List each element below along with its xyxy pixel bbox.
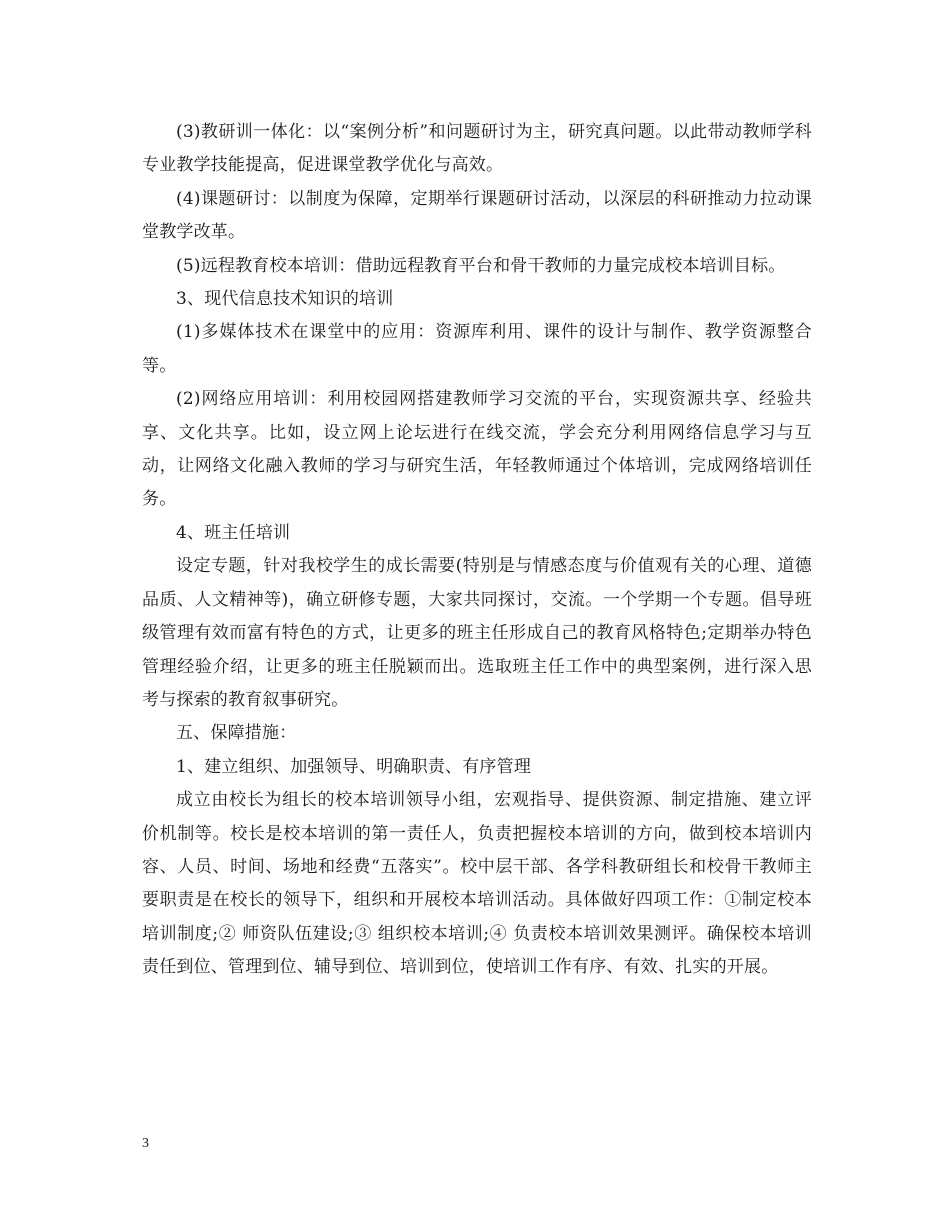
section-heading-safeguards: 五、保障措施： xyxy=(176,723,297,744)
paragraph-item-4-topic-research: (4)课题研讨：以制度为保障，定期举行课题研讨活动，以深层的科研推动力拉动课堂教学改革。 xyxy=(142,188,812,243)
section-heading-it-training: 3、现代信息技术知识的培训 xyxy=(176,289,394,310)
paragraph-leadership-group: 成立由校长为组长的校本培训领导小组，宏观指导、提供资源、制定措施、建立评价机制等。校长是校本培训的第一责任人，负责把握校本培训的方向，做到校本培训内容、人员、时间、场地和经费“五落实”。校中层干部、各学科教研组长和校骨干教师主要职责是在校长的领导下，组织和开展校本培训活动。具体做好四项工作：①制定校本培训制度;② 师资队伍建设;③ 组织校本培训;④ 负责校本培训效果测评。确保校本培训责任到位、管理到位、辅导到位、培训到位，使培训工作有序、有效、扎实的开展。 xyxy=(142,790,812,978)
paragraph-item-3-teaching-research: (3)教研训一体化：以“案例分析”和问题研讨为主，研究真问题。以此带动教师学科专业教学技能提高，促进课堂教学优化与高效。 xyxy=(142,122,812,176)
section-heading-head-teacher-training: 4、班主任培训 xyxy=(176,522,291,543)
subsection-heading-organization: 1、建立组织、加强领导、明确职责、有序管理 xyxy=(176,756,532,777)
paragraph-item-1-multimedia: (1)多媒体技术在课堂中的应用：资源库利用、课件的设计与制作、教学资源整合等。 xyxy=(142,322,812,376)
page-number: 3 xyxy=(142,1136,149,1151)
document-body xyxy=(142,116,812,985)
paragraph-item-5-remote-education: (5)远程教育校本培训：借助远程教育平台和骨干教师的力量完成校本培训目标。 xyxy=(176,255,786,276)
paragraph-item-2-network: (2)网络应用培训：利用校园网搭建教师学习交流的平台，实现资源共享、经验共享、文化共享。比如，设立网上论坛进行在线交流，学会充分利用网络信息学习与互动，让网络文化融入教师的学习与研究生活，年轻教师通过个体培训，完成网络培训任务。 xyxy=(142,389,812,510)
paragraph-head-teacher-topics: 设定专题，针对我校学生的成长需要(特别是与情感态度与价值观有关的心理、道德品质、人文精神等)，确立研修专题，大家共同探讨，交流。一个学期一个专题。倡导班级管理有效而富有特色的方式，让更多的班主任形成自己的教育风格特色;定期举办特色管理经验介绍，让更多的班主任脱颖而出。选取班主任工作中的典型案例，进行深入思考与探索的教育叙事研究。 xyxy=(142,556,812,710)
